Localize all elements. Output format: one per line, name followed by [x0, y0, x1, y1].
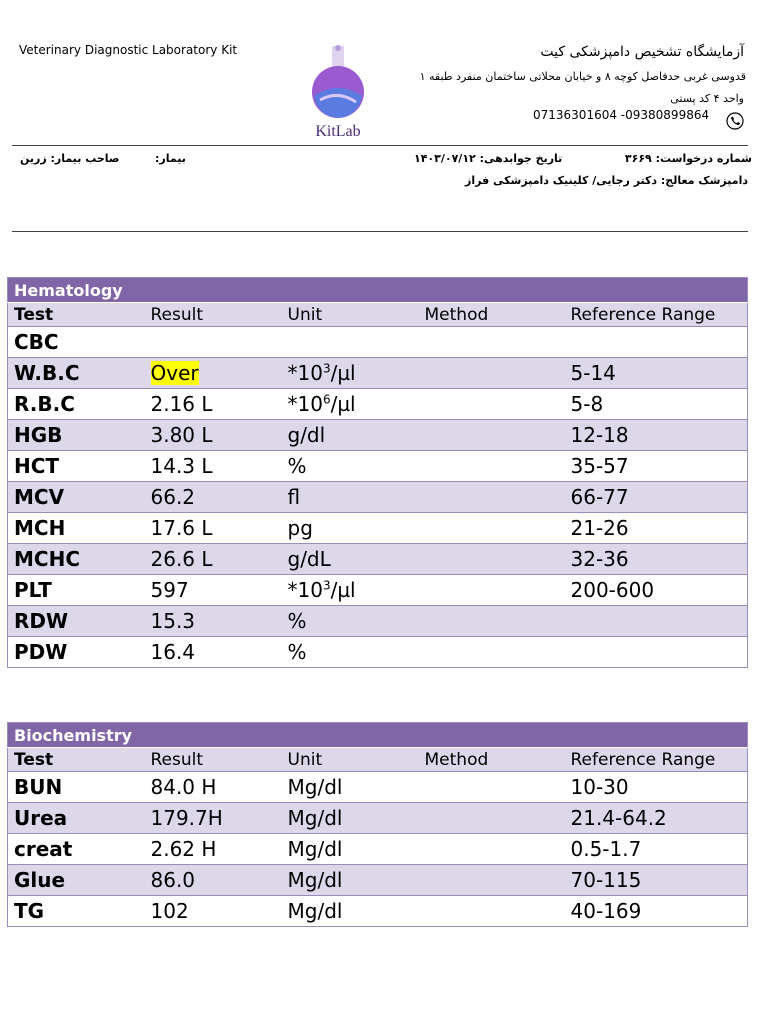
biochemistry-table [7, 722, 748, 927]
table-row [8, 389, 748, 420]
reference-range: 35-57 [565, 451, 748, 482]
test-name: R.B.C [8, 389, 145, 420]
attending-vet: دامپزشک معالج: دکتر رجایی/ کلینیک دامپزشکی فراز [465, 174, 748, 187]
unit-value: pg [282, 513, 419, 544]
method-value [419, 575, 565, 606]
test-name: CBC [8, 327, 145, 358]
method-value [419, 482, 565, 513]
unit-value: $*10^3/\mu l$ [282, 575, 419, 606]
table-header: Test Result Unit Method Reference Range [8, 748, 748, 772]
method-value [419, 513, 565, 544]
test-name: creat [8, 834, 145, 865]
test-name: BUN [8, 772, 145, 803]
table-row [8, 544, 748, 575]
section-title: Biochemistry [8, 723, 748, 748]
meta-divider [12, 231, 748, 232]
section-title: Hematology [8, 278, 748, 303]
test-name: RDW [8, 606, 145, 637]
address-line-2: واحد ۴ کد پستی [670, 92, 744, 105]
result-value: 16.4 [145, 637, 282, 668]
unit-value: % [282, 451, 419, 482]
table-row [8, 327, 748, 358]
test-name: MCHC [8, 544, 145, 575]
unit-value [282, 327, 419, 358]
unit-value: % [282, 606, 419, 637]
test-name: MCV [8, 482, 145, 513]
reference-range: 21-26 [565, 513, 748, 544]
method-value [419, 896, 565, 927]
result-value: 2.16 L [145, 389, 282, 420]
logo-text: KitLab [315, 123, 361, 140]
unit-value: Mg/dl [282, 834, 419, 865]
test-name: PLT [8, 575, 145, 606]
answer-date: تاریخ جوابدهی: ۱۴۰۳/۰۷/۱۲ [414, 152, 563, 165]
method-value [419, 772, 565, 803]
reference-range: 40-169 [565, 896, 748, 927]
lab-persian-name: آزمایشگاه تشخیص دامپزشکی کیت [540, 44, 744, 60]
table-row [8, 896, 748, 927]
result-value: 102 [145, 896, 282, 927]
request-number: شماره درخواست: ۳۶۶۹ [624, 152, 752, 165]
table-row [8, 358, 748, 389]
table-row [8, 803, 748, 834]
result-value [145, 327, 282, 358]
reference-range: 21.4-64.2 [565, 803, 748, 834]
reference-range: 12-18 [565, 420, 748, 451]
reference-range: 5-8 [565, 389, 748, 420]
unit-value: % [282, 637, 419, 668]
hematology-table [7, 277, 748, 668]
method-value [419, 389, 565, 420]
test-name: HCT [8, 451, 145, 482]
method-value [419, 451, 565, 482]
test-name: W.B.C [8, 358, 145, 389]
table-row [8, 513, 748, 544]
unit-value: $*10^6/\mu l$ [282, 389, 419, 420]
result-value: 26.6 L [145, 544, 282, 575]
unit-value: fl [282, 482, 419, 513]
method-value [419, 834, 565, 865]
unit-value: g/dl [282, 420, 419, 451]
method-value [419, 358, 565, 389]
result-value: Over [145, 358, 282, 389]
table-row [8, 606, 748, 637]
test-name: Glue [8, 865, 145, 896]
reference-range [565, 327, 748, 358]
reference-range: 10-30 [565, 772, 748, 803]
result-value: 84.0 H [145, 772, 282, 803]
table-row [8, 420, 748, 451]
table-row [8, 772, 748, 803]
result-value: 17.6 L [145, 513, 282, 544]
result-value: 15.3 [145, 606, 282, 637]
method-value [419, 637, 565, 668]
method-value [419, 803, 565, 834]
reference-range: 32-36 [565, 544, 748, 575]
reference-range: 70-115 [565, 865, 748, 896]
method-value [419, 606, 565, 637]
test-name: HGB [8, 420, 145, 451]
lab-english-title: Veterinary Diagnostic Laboratory Kit [19, 43, 238, 57]
test-name: Urea [8, 803, 145, 834]
unit-value: $*10^3/\mu l$ [282, 358, 419, 389]
test-name: PDW [8, 637, 145, 668]
patient-label: بیمار: [155, 152, 186, 165]
table-row [8, 482, 748, 513]
test-name: MCH [8, 513, 145, 544]
reference-range: 5-14 [565, 358, 748, 389]
table-row [8, 637, 748, 668]
method-value [419, 420, 565, 451]
result-value: 597 [145, 575, 282, 606]
reference-range [565, 637, 748, 668]
owner-name: صاحب بیمار: زرین [20, 152, 120, 165]
reference-range: 66-77 [565, 482, 748, 513]
unit-value: Mg/dl [282, 865, 419, 896]
table-row [8, 575, 748, 606]
address-line-1: قدوسی غربی حدفاصل کوچه ۸ و خیابان محلاتی ساختمان منفرد طبقه ۱ [419, 70, 746, 83]
result-value: 179.7H [145, 803, 282, 834]
unit-value: Mg/dl [282, 896, 419, 927]
result-value: 14.3 L [145, 451, 282, 482]
result-value: 3.80 L [145, 420, 282, 451]
method-value [419, 544, 565, 575]
reference-range: 0.5-1.7 [565, 834, 748, 865]
result-value: 66.2 [145, 482, 282, 513]
phone-numbers: 07136301604 -09380899864 [533, 108, 710, 122]
table-header: Test Result Unit Method Reference Range [8, 303, 748, 327]
phone-icon [726, 112, 744, 130]
table-row [8, 451, 748, 482]
method-value [419, 865, 565, 896]
unit-value: g/dL [282, 544, 419, 575]
header-divider [12, 145, 748, 146]
unit-value: Mg/dl [282, 772, 419, 803]
result-value: 86.0 [145, 865, 282, 896]
reference-range [565, 606, 748, 637]
table-row [8, 834, 748, 865]
unit-value: Mg/dl [282, 803, 419, 834]
reference-range: 200-600 [565, 575, 748, 606]
kitlab-logo [300, 44, 376, 140]
method-value [419, 327, 565, 358]
table-row [8, 865, 748, 896]
result-value: 2.62 H [145, 834, 282, 865]
test-name: TG [8, 896, 145, 927]
